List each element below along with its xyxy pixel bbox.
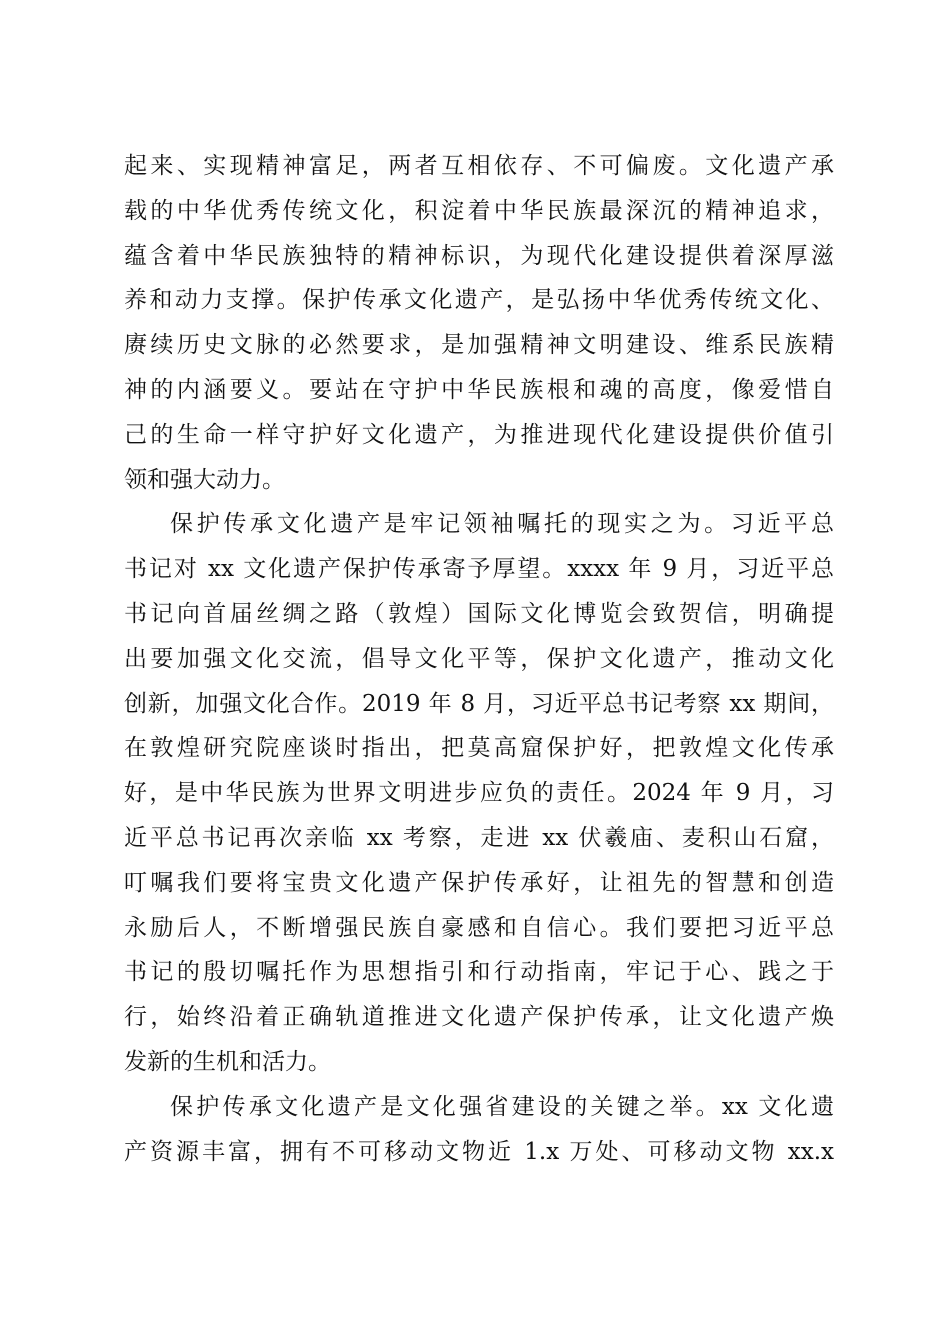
paragraph-3: [124, 1085, 834, 1175]
text-line: 起来、实现精神富足，两者互相依存、不可偏废。文化遗产承: [124, 153, 834, 179]
text-line: 书记对 xx 文化遗产保护传承寄予厚望。xxxx 年 9 月，习近平总: [124, 556, 835, 583]
text-line: 书记向首届丝绸之路（敦煌）国际文化博览会致贺信，明确提: [124, 600, 834, 627]
text-line: 创新，加强文化合作。2019 年 8 月，习近平总书记考察 xx 期间，: [124, 690, 834, 717]
text-line: 赓续历史文脉的必然要求，是加强精神文明建设、维系民族精: [124, 332, 834, 359]
text-line: 养和动力支撑。保护传承文化遗产，是弘扬中华优秀传统文化、: [124, 287, 834, 314]
text-line: 好，是中华民族为世界文明进步应负的责任。2024 年 9 月，习: [124, 780, 834, 807]
paragraph-2: [124, 502, 834, 1084]
text-line: 保护传承文化遗产是文化强省建设的关键之举。xx 文化遗: [170, 1093, 834, 1120]
text-line: 蕴含着中华民族独特的精神标识，为现代化建设提供着深厚滋: [124, 242, 834, 269]
text-line: 己的生命一样守护好文化遗产，为推进现代化建设提供价值引: [124, 421, 834, 448]
paragraph-1: [124, 144, 834, 502]
text-line: 载的中华优秀传统文化，积淀着中华民族最深沉的精神追求，: [124, 197, 834, 224]
text-line: 永励后人，不断增强民族自豪感和自信心。我们要把习近平总: [124, 914, 834, 941]
text-line: 出要加强文化交流，倡导文化平等，保护文化遗产，推动文化: [124, 645, 834, 672]
text-line: 叮嘱我们要将宝贵文化遗产保护传承好，让祖先的智慧和创造: [124, 869, 834, 896]
text-line: 在敦煌研究院座谈时指出，把莫高窟保护好，把敦煌文化传承: [124, 735, 834, 762]
text-line: 近平总书记再次亲临 xx 考察，走进 xx 伏羲庙、麦积山石窟，: [124, 824, 834, 851]
text-line: 发新的生机和活力。: [124, 1048, 331, 1075]
text-line: 行，始终沿着正确轨道推进文化遗产保护传承，让文化遗产焕: [124, 1004, 834, 1031]
document-body: [124, 144, 834, 1174]
text-line: 保护传承文化遗产是牢记领袖嘱托的现实之为。习近平总: [170, 511, 834, 538]
text-line: 产资源丰富，拥有不可移动文物近 1.x 万处、可移动文物 xx.x: [124, 1138, 834, 1165]
text-line: 书记的殷切嘱托作为思想指引和行动指南，牢记于心、践之于: [124, 959, 834, 986]
text-line: 领和强大动力。: [124, 466, 285, 493]
text-line: 神的内涵要义。要站在守护中华民族根和魂的高度，像爱惜自: [124, 376, 834, 403]
